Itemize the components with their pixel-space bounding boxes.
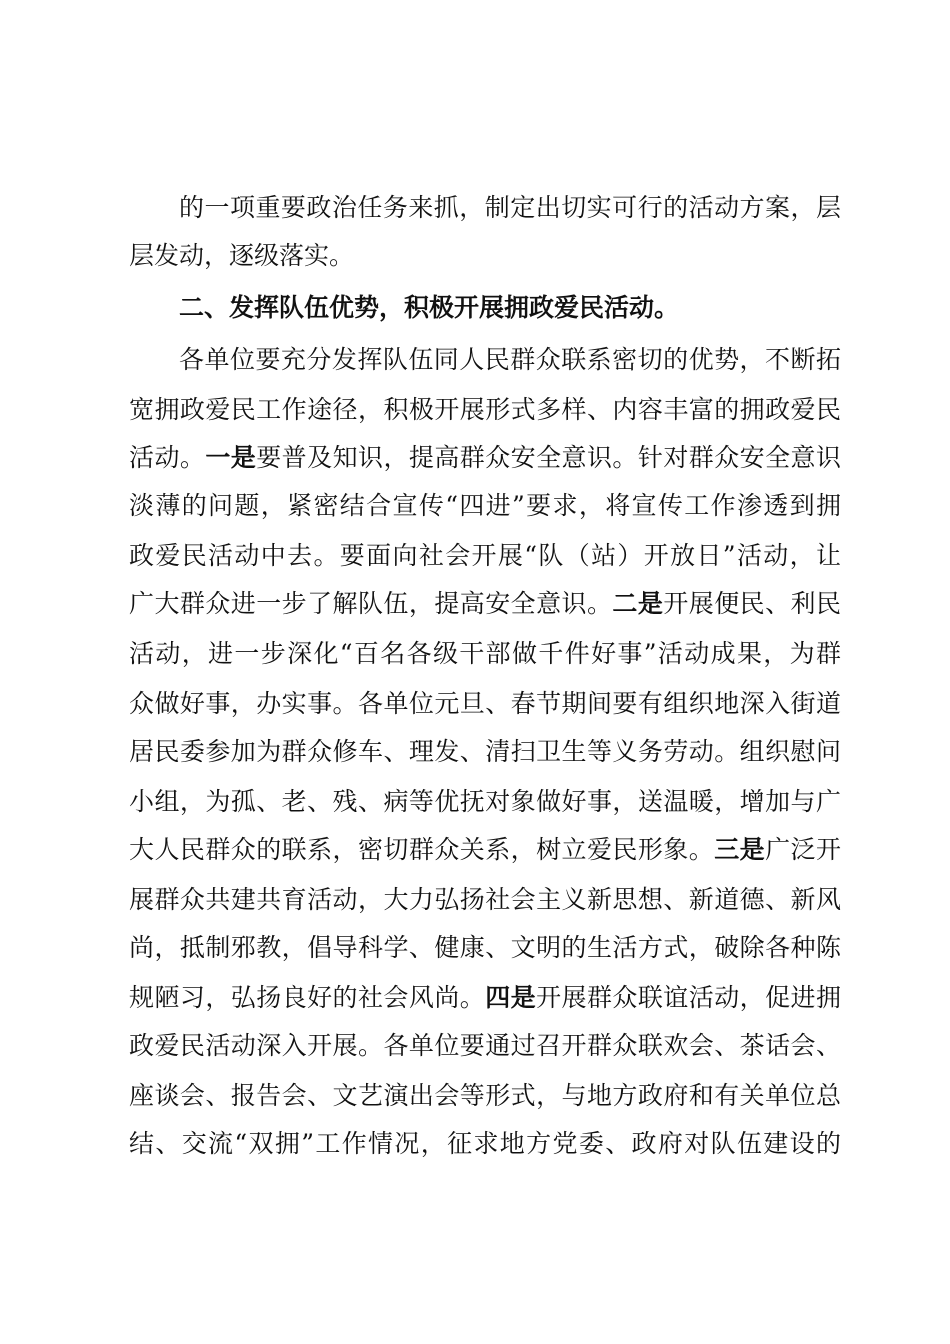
text-line: 展群众共建共育活动，大力弘扬社会主义新思想、新道德、新风 <box>129 885 841 914</box>
text-line <box>129 978 841 1018</box>
text-line: 小组，为孤、老、残、病等优抚对象做好事，送温暖，增加与广 <box>129 787 841 816</box>
text-line: 结、交流“双拥”工作情况，征求地方党委、政府对队伍建设的 <box>129 1129 841 1158</box>
text-line: 活动，进一步深化“百名各级干部做千件好事”活动成果，为群 <box>129 639 841 668</box>
text-line: 政爱民活动深入开展。各单位要通过召开群众联欢会、茶话会、 <box>129 1031 841 1060</box>
text-line: 政爱民活动中去。要面向社会开展“队（站）开放日”活动，让 <box>129 541 841 570</box>
text-run: 要普及知识，提高群众安全意识。针对群众安全意识 <box>256 443 841 472</box>
text-line <box>129 830 841 870</box>
text-line: 层发动，逐级落实。 <box>129 241 355 270</box>
text-line: 宽拥政爱民工作途径，积极开展形式多样、内容丰富的拥政爱民 <box>129 395 841 424</box>
text-line: 众做好事，办实事。各单位元旦、春节期间要有组织地深入街道 <box>129 689 841 718</box>
text-run: 规陋习，弘扬良好的社会风尚。 <box>129 983 486 1012</box>
keyword-second: 二是 <box>612 589 664 618</box>
keyword-fourth: 四是 <box>485 983 537 1012</box>
text-run: 活动。 <box>129 443 206 472</box>
text-run: 开展群众联谊活动，促进拥 <box>536 983 841 1012</box>
text-line: 各单位要充分发挥队伍同人民群众联系密切的优势，不断拓 <box>179 345 841 374</box>
text-run: 开展便民、利民 <box>663 589 841 618</box>
text-run: 大人民群众的联系，密切群众关系，树立爱民形象。 <box>129 835 715 864</box>
text-line: 尚，抵制邪教，倡导科学、健康、文明的生活方式，破除各种陈 <box>129 933 841 962</box>
keyword-third: 三是 <box>714 835 766 864</box>
section-heading: 二、发挥队伍优势，积极开展拥政爱民活动。 <box>179 293 680 322</box>
text-line <box>129 584 841 624</box>
text-line <box>129 438 841 478</box>
text-run: 广泛开 <box>765 835 841 864</box>
text-line: 淡薄的问题，紧密结合宣传“四进”要求，将宣传工作渗透到拥 <box>129 491 841 520</box>
text-line: 居民委参加为群众修车、理发、清扫卫生等义务劳动。组织慰问 <box>129 737 841 766</box>
text-line: 的一项重要政治任务来抓，制定出切实可行的活动方案，层 <box>179 193 841 222</box>
keyword-first: 一是 <box>205 443 257 472</box>
text-run: 广大群众进一步了解队伍，提高安全意识。 <box>129 589 613 618</box>
text-line: 座谈会、报告会、文艺演出会等形式，与地方政府和有关单位总 <box>129 1081 841 1110</box>
